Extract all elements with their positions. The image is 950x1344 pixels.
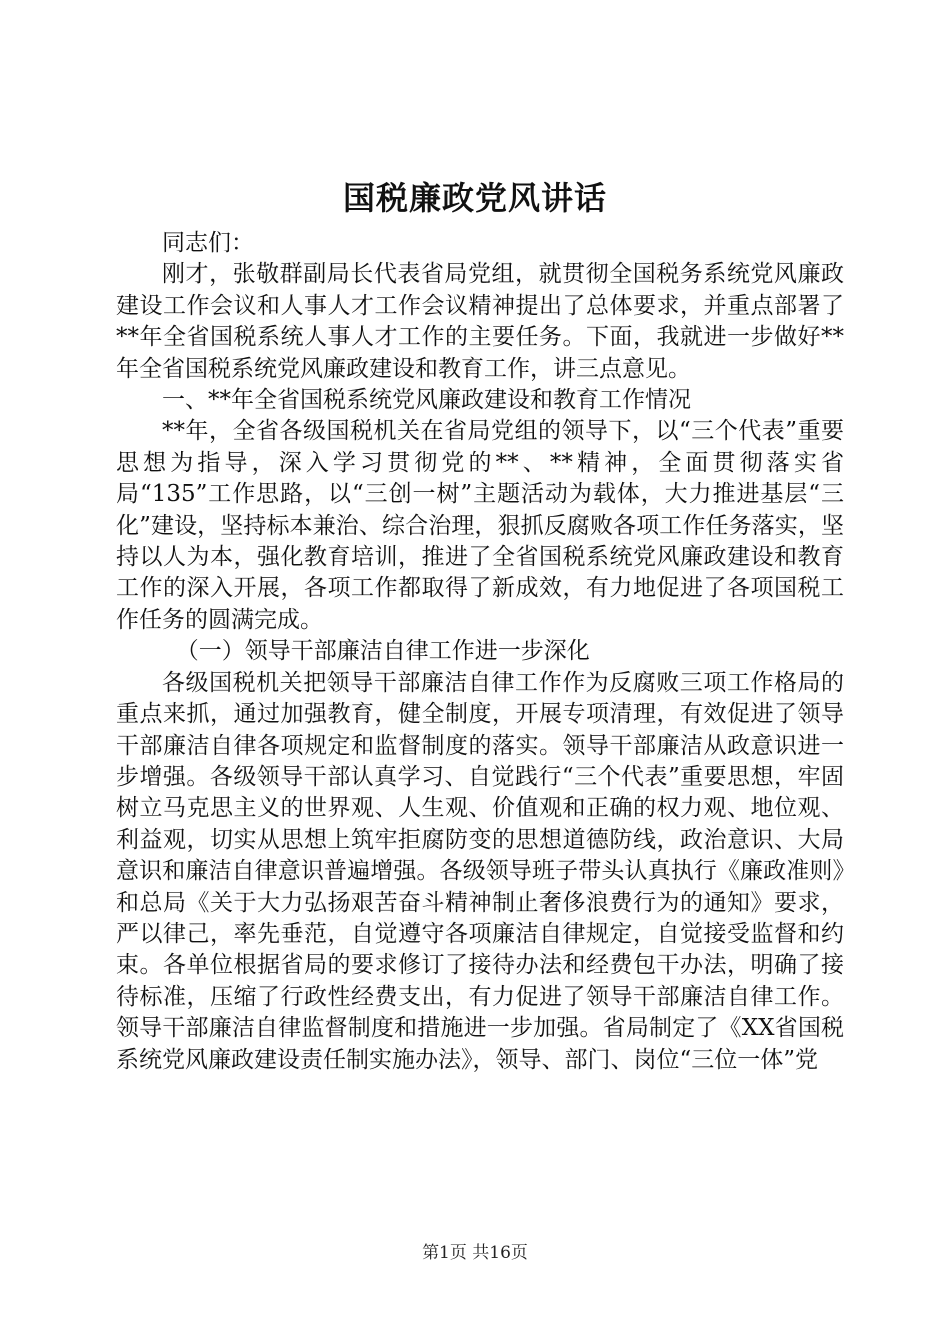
body-paragraph: 刚才，张敬群副局长代表省局党组，就贯彻全国税务系统党风廉政建设工作会议和人事人才工作会议精神提出了总体要求，并重点部署了**年全省国税系统人事人才工作的主要任务。下面，我就进一步做好**年全省国税系统党风廉政建设和教育工作，讲三点意见。 [116,261,844,382]
document-title: 国税廉政党风讲话 [342,179,607,217]
page-number-footer: 第1页 共16页 [422,1243,528,1263]
body-paragraph: 各级国税机关把领导干部廉洁自律工作作为反腐败三项工作格局的重点来抓，通过加强教育，健全制度，开展专项清理，有效促进了领导干部廉洁自律各项规定和监督制度的落实。领导干部廉洁从政意识进一步增强。各级领导干部认真学习、自觉践行“三个代表”重要思想，牢固树立马克思主义的世界观、人生观、价值观和正确的权力观、地位观、利益观，切实从思想上筑牢拒腐防变的思想道德防线，政治意识、大局意识和廉洁自律意识普遍增强。各级领导班子带头认真执行《廉政准则》和总局《关于大力弘扬艰苦奋斗精神制止奢侈浪费行为的通知》要求，严以律己，率先垂范，自觉遵守各项廉洁自律规定，自觉接受监督和约束。各单位根据省局的要求修订了接待办法和经费包干办法，明确了接待标准，压缩了行政性经费支出，有力促进了领导干部廉洁自律工作。领导干部廉洁自律监督制度和措施进一步加强。省局制定了《XX省国税系统党风廉政建设责任制实施办法》，领导、部门、岗位“三位一体”党 [116,669,844,1073]
body-paragraph: **年，全省各级国税机关在省局党组的领导下，以“三个代表”重要思想为指导，深入学习贯彻党的**、**精神，全面贯彻落实省局“135”工作思路，以“三创一树”主题活动为载体，大力推进基层“三化”建设，坚持标本兼治、综合治理，狠抓反腐败各项工作任务落实，坚持以人为本，强化教育培训，推进了全省国税系统党风廉政建设和教育工作的深入开展，各项工作都取得了新成效，有力地促进了各项国税工作任务的圆满完成。 [116,418,844,633]
subsection-heading: （一）领导干部廉洁自律工作进一步深化 [175,638,590,665]
document-body [116,228,844,1076]
section-heading: 一、**年全省国税系统党风廉政建设和教育工作情况 [162,387,691,414]
salutation-paragraph: 同志们： [162,230,254,256]
